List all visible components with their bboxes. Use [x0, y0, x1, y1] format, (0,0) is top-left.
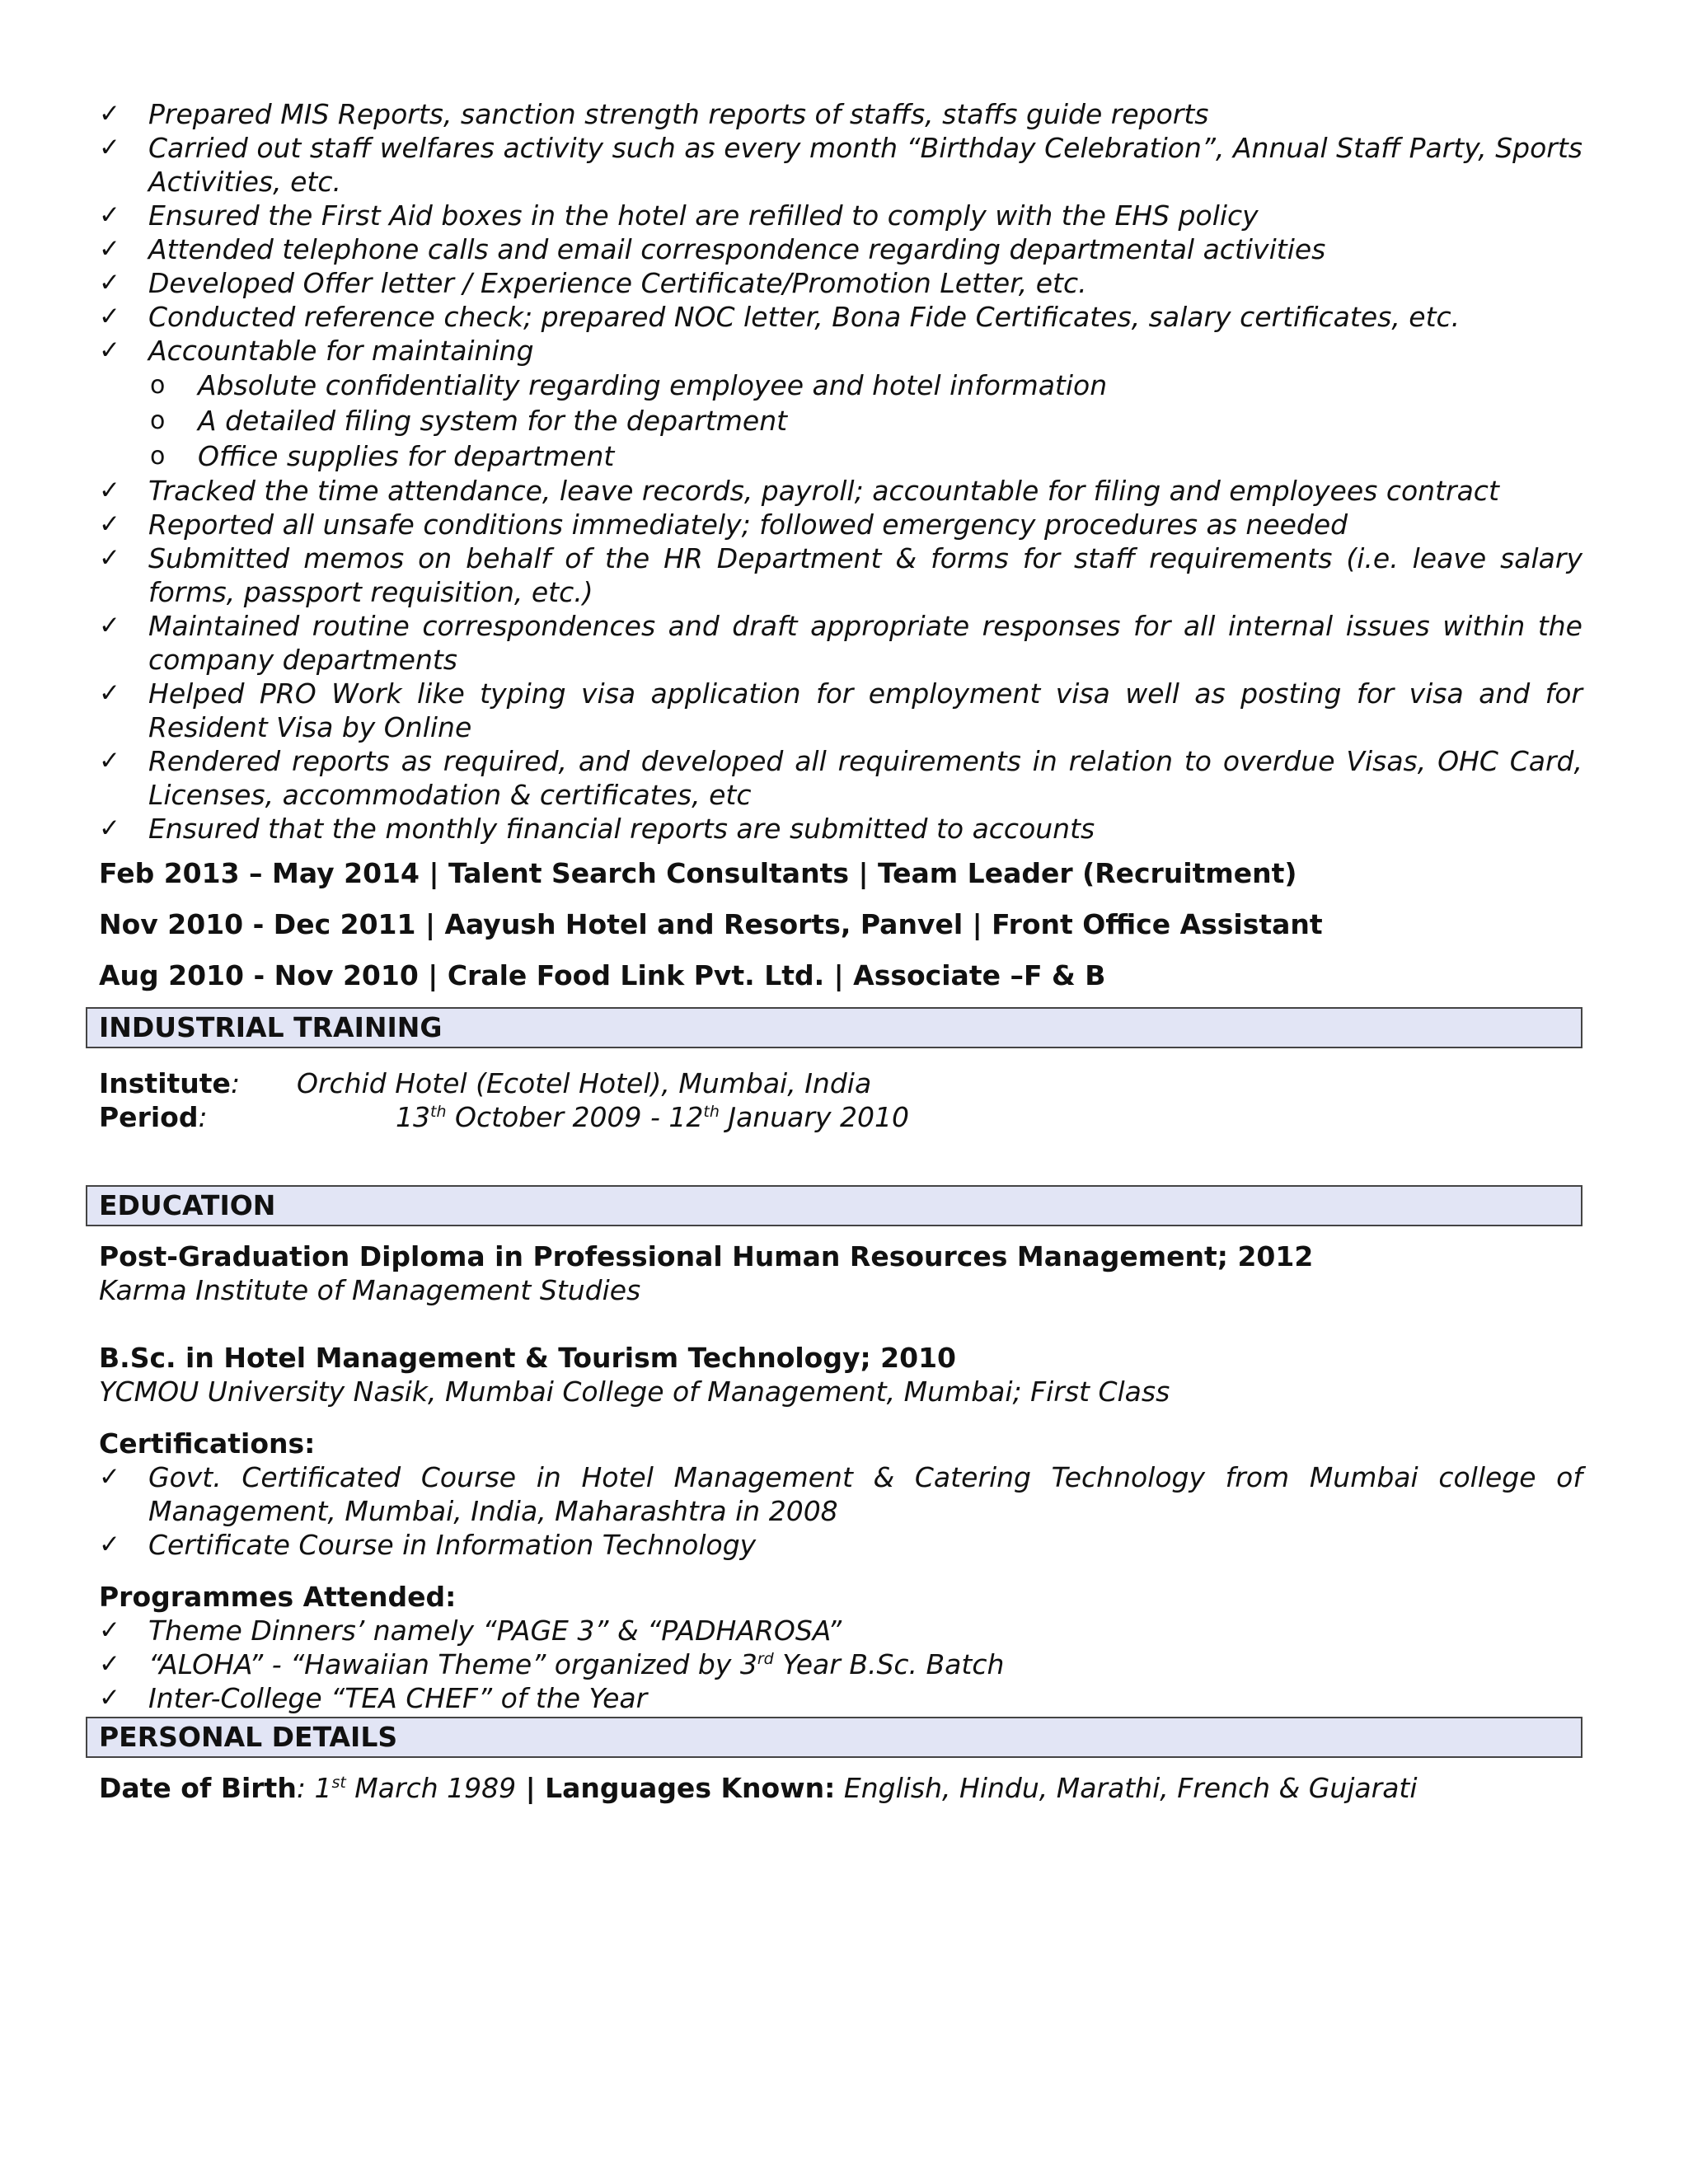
list-item: ✓ Rendered reports as required, and developed all requirements in relation to overdue Visas, OHC Card, Licenses, accommodation & certificates, etc [99, 745, 1582, 811]
sub-list-item: o Absolute confidentiality regarding employee and hotel information [150, 369, 1108, 401]
list-item: ✓ Conducted reference check; prepared NOC letter, Bona Fide Certificates, salary certificates, etc. [99, 301, 1461, 333]
circle-bullet-icon: o [150, 406, 166, 435]
list-item: ✓ Ensured that the monthly financial reports are submitted to accounts [99, 813, 1095, 845]
degree-school: YCMOU University Nasik, Mumbai College of Management, Mumbai; First Class [99, 1376, 1170, 1408]
check-icon: ✓ [99, 335, 120, 365]
check-icon: ✓ [99, 746, 120, 776]
maintaining-sublist [99, 368, 1582, 474]
degree-school: Karma Institute of Management Studies [99, 1274, 641, 1306]
resume-content [99, 97, 1582, 1805]
circle-bullet-icon: o [150, 442, 166, 471]
degree-title: B.Sc. in Hotel Management & Tourism Technology; 2010 [99, 1342, 957, 1374]
check-icon: ✓ [99, 268, 120, 298]
period-value: 13th October 2009 - 12th January 2010 [396, 1101, 909, 1133]
list-item: ✓ Certificate Course in Information Technology [99, 1529, 757, 1561]
sub-list-item: o Office supplies for department [150, 440, 615, 472]
degree-title: Post-Graduation Diploma in Professional Human Resources Management; 2012 [99, 1240, 1314, 1272]
duties-list [99, 97, 1582, 368]
list-item: ✓ Submitted memos on behalf of the HR Department & forms for staff requirements (i.e. leave salary forms, passport requisition, etc.) [99, 542, 1582, 608]
check-icon: ✓ [99, 1683, 120, 1713]
education-block [99, 1240, 1582, 1715]
check-icon: ✓ [99, 543, 120, 573]
list-item: ✓ Prepared MIS Reports, sanction strength reports of staffs, staffs guide reports [99, 98, 1209, 130]
section-heading-training: INDUSTRIAL TRAINING [86, 1007, 1582, 1048]
languages-value: English, Hindu, Marathi, French & Gujarati [835, 1772, 1418, 1804]
check-icon: ✓ [99, 678, 120, 708]
certifications-list [99, 1460, 1582, 1562]
list-item: ✓ Carried out staff welfares activity such as every month “Birthday Celebration”, Annual Staff Party, Sports Activities, etc. [99, 132, 1582, 198]
list-item: ✓ Maintained routine correspondences and draft appropriate responses for all internal issues within the company departments [99, 610, 1582, 676]
certifications-heading: Certifications: [99, 1427, 316, 1460]
training-block [99, 1066, 1582, 1134]
dob-label: Date of Birth [99, 1772, 297, 1804]
check-icon: ✓ [99, 1615, 120, 1645]
separator: | [516, 1772, 546, 1804]
personal-details-line [99, 1771, 1582, 1805]
job-entry: Aug 2010 - Nov 2010 | Crale Food Link Pvt. Ltd. | Associate –F & B [99, 959, 1106, 991]
languages-label: Languages Known: [545, 1772, 836, 1804]
check-icon: ✓ [99, 133, 120, 162]
list-item: ✓ Ensured the First Aid boxes in the hotel are refilled to comply with the EHS policy [99, 199, 1259, 232]
check-icon: ✓ [99, 200, 120, 230]
check-icon: ✓ [99, 476, 120, 505]
list-item: ✓ Accountable for maintaining [99, 335, 534, 367]
job-history [99, 857, 1582, 992]
training-institute: Institute: Orchid Hotel (Ecotel Hotel), Mumbai, India [99, 1067, 872, 1099]
institute-value: Orchid Hotel (Ecotel Hotel), Mumbai, India [297, 1067, 872, 1099]
list-item: ✓ Attended telephone calls and email correspondence regarding departmental activities [99, 233, 1326, 265]
dob-value: : 1st March 1989 [296, 1772, 517, 1804]
duties-list-2 [99, 474, 1582, 846]
list-item: ✓ Reported all unsafe conditions immediately; followed emergency procedures as needed [99, 509, 1348, 541]
section-heading-personal: PERSONAL DETAILS [86, 1717, 1582, 1758]
job-entry: Feb 2013 – May 2014 | Talent Search Consultants | Team Leader (Recruitment) [99, 857, 1297, 889]
programmes-list [99, 1614, 1582, 1715]
circle-bullet-icon: o [150, 371, 166, 400]
sub-list-item: o A detailed filing system for the department [150, 405, 788, 437]
list-item: ✓ Inter-College “TEA CHEF” of the Year [99, 1682, 648, 1714]
institute-label: Institute [99, 1067, 231, 1099]
list-item: ✓ Govt. Certificated Course in Hotel Management & Catering Technology from Mumbai college of Management, Mumbai, India, Maharashtra in 2008 [99, 1461, 1582, 1527]
check-icon: ✓ [99, 813, 120, 843]
check-icon: ✓ [99, 1530, 120, 1559]
check-icon: ✓ [99, 1649, 120, 1679]
list-item: ✓ Helped PRO Work like typing visa application for employment visa well as posting for visa and for Resident Visa by Online [99, 677, 1582, 743]
check-icon: ✓ [99, 611, 120, 640]
check-icon: ✓ [99, 234, 120, 264]
check-icon: ✓ [99, 509, 120, 539]
list-item: ✓ Developed Offer letter / Experience Certificate/Promotion Letter, etc. [99, 267, 1087, 299]
check-icon: ✓ [99, 302, 120, 331]
job-entry: Nov 2010 - Dec 2011 | Aayush Hotel and Resorts, Panvel | Front Office Assistant [99, 908, 1323, 940]
check-icon: ✓ [99, 1462, 120, 1492]
section-heading-education: EDUCATION [86, 1185, 1582, 1226]
list-item: ✓ Theme Dinners’ namely “PAGE 3” & “PADHAROSA” [99, 1615, 842, 1647]
programmes-heading: Programmes Attended: [99, 1581, 457, 1613]
check-icon: ✓ [99, 99, 120, 129]
period-label: Period [99, 1101, 199, 1133]
training-period: Period: 13th October 2009 - 12th January 2010 [99, 1101, 909, 1133]
list-item: ✓ “ALOHA” - “Hawaiian Theme” organized by 3rd Year B.Sc. Batch [99, 1648, 1005, 1680]
list-item: ✓ Tracked the time attendance, leave records, payroll; accountable for filing and employees contract [99, 475, 1499, 507]
